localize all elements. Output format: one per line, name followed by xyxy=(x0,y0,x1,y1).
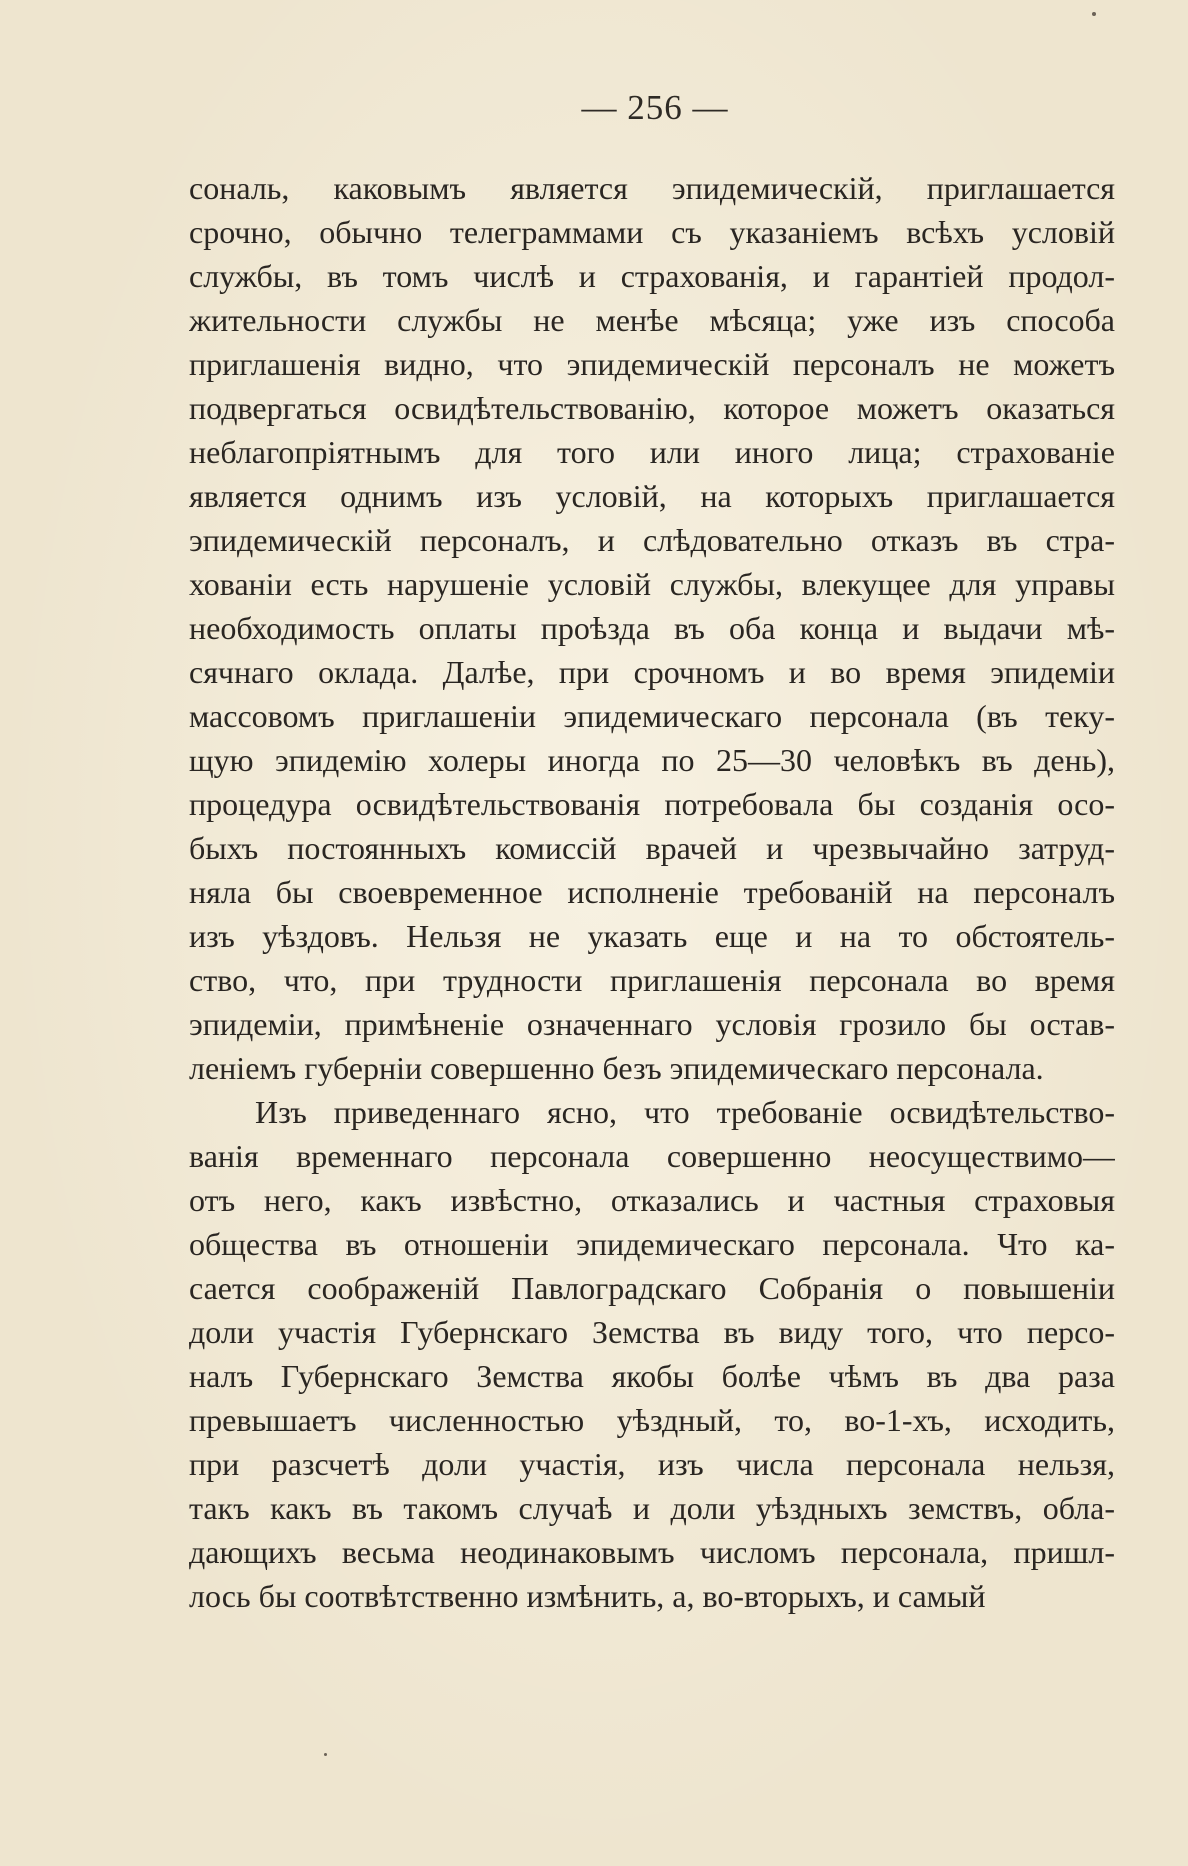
print-speck xyxy=(324,1753,327,1756)
text-line: процедура освидѣтельствованія потребовала бы созданія осо- xyxy=(189,786,1115,822)
print-speck xyxy=(1092,12,1096,16)
text-line: отъ него, какъ извѣстно, отказались и частныя страховыя xyxy=(189,1182,1115,1218)
text-line: дающихъ весьма неодинаковымъ числомъ персонала, пришл- xyxy=(189,1534,1115,1570)
text-line: массовомъ приглашеніи эпидемическаго персонала (въ теку- xyxy=(189,698,1115,734)
text-line: превышаетъ численностью уѣздный, то, во-1-хъ, исходить, xyxy=(189,1402,1115,1438)
text-line: необходимость оплаты проѣзда въ оба конца и выдачи мѣ- xyxy=(189,610,1115,646)
text-line: сональ, каковымъ является эпидемическій, приглашается xyxy=(189,170,1115,206)
text-line: при разсчетѣ доли участія, изъ числа персонала нельзя, xyxy=(189,1446,1115,1482)
text-line: сается соображеній Павлоградскаго Собранія о повышеніи xyxy=(189,1270,1115,1306)
text-line: быхъ постоянныхъ комиссій врачей и чрезвычайно затруд- xyxy=(189,830,1115,866)
text-line: налъ Губернскаго Земства якобы болѣе чѣмъ въ два раза xyxy=(189,1358,1115,1394)
text-line: такъ какъ въ такомъ случаѣ и доли уѣздныхъ земствъ, обла- xyxy=(189,1490,1115,1526)
text-line: службы, въ томъ числѣ и страхованія, и гарантіей продол- xyxy=(189,258,1115,294)
text-line: изъ уѣздовъ. Нельзя не указать еще и на то обстоятель- xyxy=(189,918,1115,954)
page-number: — 256 — xyxy=(581,88,729,127)
text-line: сячнаго оклада. Далѣе, при срочномъ и во время эпидеміи xyxy=(189,654,1115,690)
text-line: является однимъ изъ условій, на которыхъ приглашается xyxy=(189,478,1115,514)
text-line: ство, что, при трудности приглашенія персонала во время xyxy=(189,962,1115,998)
text-line: леніемъ губерніи совершенно безъ эпидемическаго персонала. xyxy=(189,1050,1044,1086)
text-line: жительности службы не менѣе мѣсяца; уже изъ способа xyxy=(189,302,1115,338)
text-line: няла бы своевременное исполненіе требованій на персоналъ xyxy=(189,874,1115,910)
text-line: общества въ отношеніи эпидемическаго персонала. Что ка- xyxy=(189,1226,1115,1262)
text-line: неблагопріятнымъ для того или иного лица; страхованіе xyxy=(189,434,1115,470)
body-text xyxy=(189,166,1115,1618)
text-line: эпидеміи, примѣненіе означеннаго условія грозило бы остав- xyxy=(189,1006,1115,1042)
text-line: доли участія Губернскаго Земства въ виду того, что персо- xyxy=(189,1314,1115,1350)
text-line: подвергаться освидѣтельствованію, которое можетъ оказаться xyxy=(189,390,1115,426)
text-line: лось бы соотвѣтственно измѣнить, а, во-вторыхъ, и самый xyxy=(189,1578,986,1614)
text-line: Изъ приведеннаго ясно, что требованіе освидѣтельство- xyxy=(255,1094,1115,1130)
text-line: эпидемическій персоналъ, и слѣдовательно отказъ въ стра- xyxy=(189,522,1115,558)
text-line: ванія временнаго персонала совершенно неосуществимо— xyxy=(189,1138,1115,1174)
text-line: щую эпидемію холеры иногда по 25—30 человѣкъ въ день), xyxy=(189,742,1115,778)
text-line: срочно, обычно телеграммами съ указаніемъ всѣхъ условій xyxy=(189,214,1115,250)
text-line: хованіи есть нарушеніе условій службы, влекущее для управы xyxy=(189,566,1115,602)
text-line: приглашенія видно, что эпидемическій персоналъ не можетъ xyxy=(189,346,1115,382)
